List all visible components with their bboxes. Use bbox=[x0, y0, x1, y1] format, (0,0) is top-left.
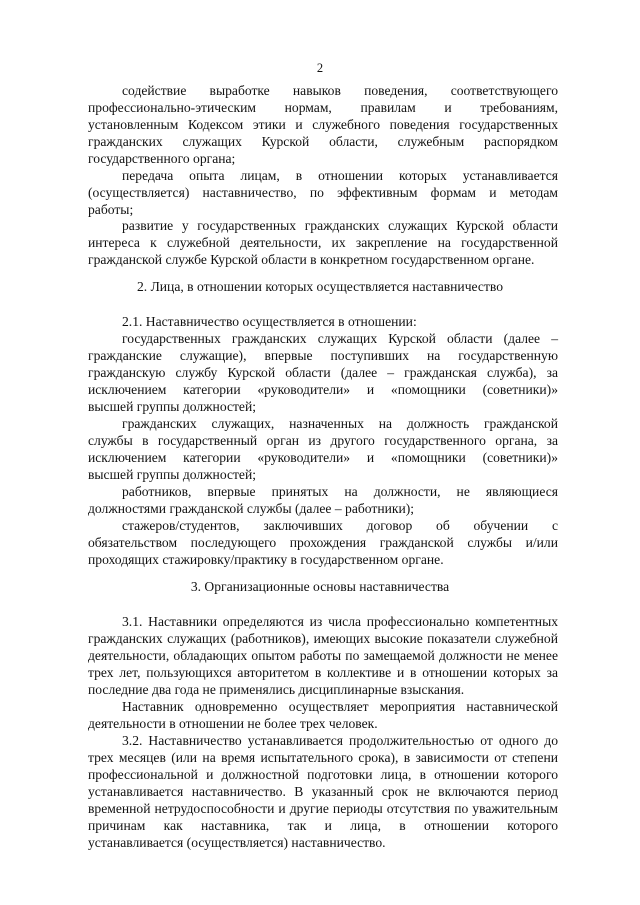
paragraph-behavior-skills bbox=[88, 82, 558, 167]
list-item-employees bbox=[88, 483, 558, 517]
text-line: гражданских служащих, назначенных на должность гражданской bbox=[122, 416, 558, 431]
text-line: устанавливается (осуществляется) наставничество. bbox=[88, 835, 386, 850]
text-line: высшей группы должностей; bbox=[88, 399, 257, 414]
paragraph-mentor-limit bbox=[88, 698, 558, 732]
text-line: обязательством последующего прохождения гражданской службы и/или bbox=[88, 535, 558, 550]
list-item-transferred-servants bbox=[88, 415, 558, 483]
text-line: устанавливается наставничество. В указанный срок не включаются период bbox=[88, 784, 558, 799]
text-line: (осуществляется) наставничество, по эффективным формам и методам bbox=[88, 185, 558, 200]
paragraph-interest-development bbox=[88, 217, 558, 268]
text-line: гражданскую службу Курской области (далее – гражданская служба), за bbox=[88, 365, 558, 380]
text-line: профессиональной и должностной подготовки лица, в отношении которого bbox=[88, 767, 558, 782]
text-line: развитие у государственных гражданских служащих Курской области bbox=[122, 218, 558, 233]
text-line: работы; bbox=[88, 202, 134, 217]
text-line: временной нетрудоспособности и другие периоды отсутствия по уважительным bbox=[88, 801, 558, 816]
text-line: гражданских служащих Курской области, служебным распорядком bbox=[88, 134, 558, 149]
text-line: 3.1. Наставники определяются из числа профессионально компетентных bbox=[122, 614, 558, 629]
text-line: содействие выработке навыков поведения, соответствующего bbox=[122, 83, 558, 98]
text-line: исключением категории «руководители» и «помощники (советники)» bbox=[88, 450, 558, 465]
text-line: высшей группы должностей; bbox=[88, 467, 257, 482]
text-line: должностями гражданской службы (далее – работники); bbox=[88, 501, 415, 516]
list-item-interns-students bbox=[88, 517, 558, 568]
text-line: деятельности, обладающих опытом работы по замещаемой должности не менее bbox=[88, 648, 558, 663]
text-line: Наставник одновременно осуществляет мероприятия наставнической bbox=[122, 699, 558, 714]
paragraph-2-1 bbox=[88, 313, 558, 330]
text-line: гражданской службе Курской области в конкретном государственном органе. bbox=[88, 252, 535, 267]
text-line: последние два года не применялись дисциплинарные взыскания. bbox=[88, 682, 465, 697]
text-line: установленным Кодексом этики и служебного поведения государственных bbox=[88, 117, 558, 132]
text-line: 3.2. Наставничество устанавливается продолжительностью от одного до bbox=[122, 733, 558, 748]
text-line: стажеров/студентов, заключивших договор об обучении с bbox=[122, 518, 558, 533]
text-line: профессионально-этическим нормам, правилам и требованиям, bbox=[88, 100, 558, 115]
text-line: работников, впервые принятых на должности, не являющиеся bbox=[122, 484, 558, 499]
text-line: интереса к служебной деятельности, их закрепление на государственной bbox=[88, 235, 558, 250]
section-3-heading: 3. Организационные основы наставничества bbox=[190, 579, 450, 594]
text-line: службы в государственный орган из другого государственного органа, за bbox=[88, 433, 558, 448]
text-line: государственного органа; bbox=[88, 151, 236, 166]
text-line: причинам как наставника, так и лица, в отношении которого bbox=[88, 818, 558, 833]
page-number: 2 bbox=[316, 61, 324, 75]
text-line: трех лет, пользующихся авторитетом в коллективе и в отношении которых за bbox=[88, 665, 558, 680]
text-line: передача опыта лицам, в отношении которых устанавливается bbox=[122, 168, 558, 183]
section-2-heading: 2. Лица, в отношении которых осуществляется наставничество bbox=[136, 279, 504, 294]
text-line: трех месяцев (или на время испытательного срока), в зависимости от степени bbox=[88, 750, 558, 765]
list-item-first-time-servants bbox=[88, 330, 558, 415]
text-line: гражданских служащих (работников), имеющих высокие показатели служебной bbox=[88, 631, 558, 646]
text-line: исключением категории «руководители» и «помощники (советники)» bbox=[88, 382, 558, 397]
text-line: гражданские служащие), впервые поступивших на государственную bbox=[88, 348, 558, 363]
text-line: 2.1. Наставничество осуществляется в отношении: bbox=[122, 314, 417, 329]
text-line: проходящих стажировку/практику в государственном органе. bbox=[88, 552, 444, 567]
text-line: деятельности в отношении не более трех человек. bbox=[88, 716, 378, 731]
paragraph-3-1 bbox=[88, 613, 558, 698]
paragraph-experience-transfer bbox=[88, 167, 558, 218]
text-line: государственных гражданских служащих Курской области (далее – bbox=[122, 331, 558, 346]
paragraph-3-2 bbox=[88, 732, 558, 851]
